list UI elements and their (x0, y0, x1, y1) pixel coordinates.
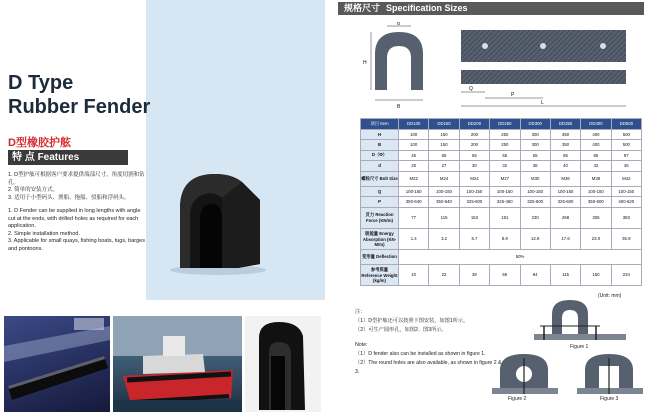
row-label: P (361, 197, 399, 208)
row-label: D（Φ） (361, 150, 399, 161)
table-cell: 100-150 (550, 186, 580, 197)
table-cell: 230 (520, 207, 550, 228)
table-cell: 325-600 (459, 197, 489, 208)
cross-section-drawing (357, 22, 452, 110)
table-cell: 350-600 (581, 197, 611, 208)
table-row (361, 171, 642, 186)
table-cell: 42 (581, 161, 611, 172)
features-cn: 特 点 (12, 152, 35, 163)
diagram-label-p: P (511, 92, 515, 98)
table-header-model: DD250 (490, 119, 520, 130)
feature-item: 3. Applicable for small quays, fishing boats, tugs, barges and pontoons. (8, 238, 145, 252)
table-cell: 35.9 (611, 228, 641, 249)
notes-title: 注： (355, 309, 366, 315)
table-cell: 500 (611, 140, 641, 151)
table-cell: 200 (459, 129, 489, 140)
table-cell: 325-450 (490, 197, 520, 208)
table-cell: 191 (490, 207, 520, 228)
table-cell: 325-600 (520, 197, 550, 208)
table-header-model: DD500 (611, 119, 641, 130)
table-cell: 50% (399, 249, 642, 264)
table-cell: 234 (611, 264, 641, 285)
table-cell: M27 (490, 171, 520, 186)
table-cell: M36 (550, 171, 580, 186)
table-cell: 268 (550, 207, 580, 228)
table-cell: 45 (611, 161, 641, 172)
table-cell: 5.7 (459, 228, 489, 249)
table-cell: 55 (429, 150, 459, 161)
row-label: 变形量 Deflection (361, 249, 399, 264)
table-cell: 45 (399, 150, 429, 161)
table-cell: 36 (520, 161, 550, 172)
table-cell: 150 (429, 140, 459, 151)
figure-3-caption: Figure 3 (600, 396, 619, 402)
table-header-model: DD350 (550, 119, 580, 130)
diagram-label-b: B (397, 104, 401, 110)
row-label: d (361, 161, 399, 172)
table-cell: 300 (520, 140, 550, 151)
features-list (8, 172, 148, 253)
table-cell: 65 (490, 150, 520, 161)
spec-header-en: Specification Sizes (386, 3, 468, 13)
row-label: H (361, 129, 399, 140)
table-cell: 8.9 (490, 228, 520, 249)
features-bar (8, 150, 128, 165)
table-cell: 100 (399, 140, 429, 151)
photo-fender-profile (245, 316, 321, 412)
figure-1-drawing (530, 296, 630, 348)
table-row (361, 264, 642, 285)
table-cell: 100-150 (459, 186, 489, 197)
table-cell: 350-640 (399, 197, 429, 208)
table-cell: 85 (550, 150, 580, 161)
feature-item: 2. Simple installation method. (8, 230, 80, 237)
table-cell: 400 (581, 140, 611, 151)
table-cell: M24 (459, 171, 489, 186)
table-cell: 22 (429, 264, 459, 285)
photo-quay-fender (4, 316, 110, 412)
figure-1-caption: Figure 1 (570, 344, 589, 350)
table-cell: 306 (581, 207, 611, 228)
diagram-label-d: d (397, 22, 400, 27)
table-cell: 100-150 (429, 186, 459, 197)
table-row (361, 228, 642, 249)
row-label: 反力 Reaction Force (KN/m) (361, 207, 399, 228)
diagram-label-l: L (541, 100, 544, 106)
installation-notes (355, 308, 505, 377)
title-line-1: D Type (8, 72, 74, 94)
diagram-label-q: Q (469, 86, 473, 92)
table-cell: M30 (520, 171, 550, 186)
table-cell: 100-150 (399, 186, 429, 197)
row-label: Q (361, 186, 399, 197)
table-cell: M38 (581, 171, 611, 186)
table-header-model: DD100 (399, 119, 429, 130)
table-cell: 23.0 (581, 228, 611, 249)
feature-item: 1. D型护舷可根据客户要求提供端部尺寸，角度切割和钻孔。 (8, 172, 145, 186)
table-cell: M24 (429, 171, 459, 186)
note-cn: （2）可生产圆形孔，如图2、图3所示。 (355, 327, 447, 333)
table-cell: 97 (611, 150, 641, 161)
title-line-2: Rubber Fender (8, 96, 151, 118)
table-cell: M22 (399, 171, 429, 186)
table-header-label: 项目 Item (361, 119, 399, 130)
table-cell: 17.6 (550, 228, 580, 249)
table-cell: 100 (399, 129, 429, 140)
figure-3-drawing (575, 350, 645, 398)
feature-item: 1. D Fender can be supplied in long lengths with angle cut at the ends, with drilled holes as required for each application. (8, 208, 141, 229)
table-row (361, 140, 642, 151)
table-header-model: DD200 (459, 119, 489, 130)
table-cell: 150 (581, 264, 611, 285)
table-cell: 3.2 (429, 228, 459, 249)
table-row (361, 129, 642, 140)
table-cell: 153 (459, 207, 489, 228)
row-label: B (361, 140, 399, 151)
side-view-drawing (453, 22, 638, 114)
note-en: （2）The round holes are also available, as shown in figure 2 & 3. (355, 360, 502, 375)
feature-item: 2. 简单的安装方式。 (8, 187, 59, 193)
table-cell: 250 (490, 140, 520, 151)
table-cell: 100-150 (520, 186, 550, 197)
row-label: 吸能量 Energy Absorption (KN-M/m) (361, 228, 399, 249)
table-cell: 32 (490, 161, 520, 172)
feature-item: 3. 适用于小型码头、渔船、拖船、驳船和浮码头。 (8, 194, 130, 201)
table-cell: 350 (550, 140, 580, 151)
table-cell: 325-600 (550, 197, 580, 208)
table-header-model: DD150 (429, 119, 459, 130)
table-row (361, 161, 642, 172)
table-cell: 10 (399, 264, 429, 285)
table-cell: 350-640 (429, 197, 459, 208)
table-cell: 85 (581, 150, 611, 161)
spec-header (338, 2, 644, 15)
table-cell: 65 (459, 150, 489, 161)
figure-2-caption: Figure 2 (508, 396, 527, 402)
note-en: （1）D fender also can be installed as shown in figure 1. (355, 351, 486, 357)
table-row (361, 207, 642, 228)
table-cell: 1.4 (399, 228, 429, 249)
table-cell: 150 (429, 129, 459, 140)
table-cell: 65 (520, 150, 550, 161)
note-cn: （1）D型护舷还可以按照下图安装，如图1所示。 (355, 318, 469, 324)
spec-table (360, 118, 642, 286)
table-cell: 100-150 (490, 186, 520, 197)
d-fender-product-image (160, 168, 270, 278)
table-row (361, 249, 642, 264)
table-cell: 27 (429, 161, 459, 172)
table-cell: 250 (490, 129, 520, 140)
table-row (361, 186, 642, 197)
table-cell: 30 (459, 161, 489, 172)
table-cell: 40 (550, 161, 580, 172)
table-cell: 350 (550, 129, 580, 140)
row-label: 螺栓尺寸 Bolt Size (361, 171, 399, 186)
diagram-label-h: H (363, 60, 367, 66)
photo-tugboat (113, 316, 242, 412)
table-header-model: DD400 (581, 119, 611, 130)
table-cell: 38 (459, 264, 489, 285)
features-en: Features (37, 152, 80, 163)
table-cell: 200 (459, 140, 489, 151)
table-cell: 115 (429, 207, 459, 228)
table-cell: 77 (399, 207, 429, 228)
row-label: 参考质量 Reference Weight (kg/m) (361, 264, 399, 285)
table-cell: 383 (611, 207, 641, 228)
table-cell: 300 (520, 129, 550, 140)
table-cell: 100-150 (611, 186, 641, 197)
spec-header-cn: 规格尺寸 (344, 3, 381, 13)
table-cell: 84 (520, 264, 550, 285)
table-header-model: DD300 (520, 119, 550, 130)
figure-2-drawing (490, 350, 560, 398)
notes-en-title: Note: (355, 342, 368, 348)
table-row (361, 197, 642, 208)
table-header-row (361, 119, 642, 130)
table-cell: 400 (581, 129, 611, 140)
table-cell: 12.9 (520, 228, 550, 249)
unit-note: (Unit: mm) (598, 293, 622, 299)
table-cell: 115 (550, 264, 580, 285)
table-cell: M42 (611, 171, 641, 186)
table-cell: 400-620 (611, 197, 641, 208)
table-cell: 100-150 (581, 186, 611, 197)
title-chinese: D型橡胶护舷 (8, 137, 71, 149)
table-cell: 25 (399, 161, 429, 172)
table-cell: 500 (611, 129, 641, 140)
table-row (361, 150, 642, 161)
table-cell: 59 (490, 264, 520, 285)
